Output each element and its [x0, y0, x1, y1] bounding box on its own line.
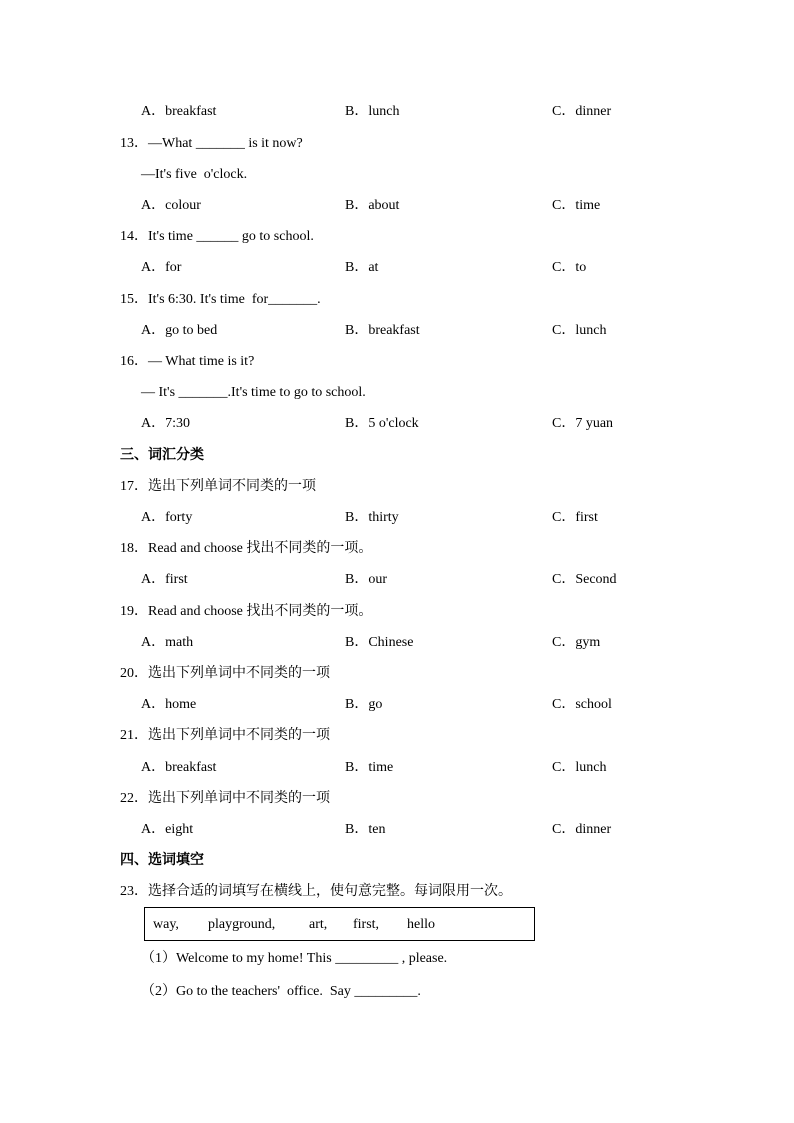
question-16-stem: 16．— What time is it? — [120, 354, 255, 369]
q17-option-a[interactable]: A．forty — [141, 510, 193, 525]
q18-option-b[interactable]: B．our — [345, 572, 387, 587]
question-21-stem: 21．选出下列单词中不同类的一项 — [120, 728, 330, 743]
word-bank-item: art, — [309, 917, 328, 932]
q17-option-c[interactable]: C．first — [552, 510, 598, 525]
q13-option-a[interactable]: A．colour — [141, 198, 201, 213]
q22-option-b[interactable]: B．ten — [345, 822, 386, 837]
question-13-sub: —It's five o'clock. — [141, 167, 248, 182]
word-bank-box — [144, 907, 535, 941]
word-bank-item: hello — [407, 917, 435, 932]
word-bank-item: playground, — [208, 917, 276, 932]
question-18-stem: 18．Read and choose 找出不同类的一项。 — [120, 541, 373, 556]
question-16-sub: — It's _______.It's time to go to school. — [141, 385, 366, 400]
q14-option-c[interactable]: C．to — [552, 260, 587, 275]
q16-option-b[interactable]: B．5 o'clock — [345, 416, 419, 431]
question-19-stem: 19．Read and choose 找出不同类的一项。 — [120, 604, 373, 619]
q15-option-c[interactable]: C．lunch — [552, 323, 607, 338]
q16-option-c[interactable]: C．7 yuan — [552, 416, 614, 431]
q22-option-a[interactable]: A．eight — [141, 822, 194, 837]
q14-option-b[interactable]: B．at — [345, 260, 379, 275]
word-bank-item: way, — [153, 917, 179, 932]
q19-option-a[interactable]: A．math — [141, 635, 194, 650]
q21-option-b[interactable]: B．time — [345, 760, 394, 775]
q21-option-a[interactable]: A．breakfast — [141, 760, 217, 775]
q20-option-c[interactable]: C．school — [552, 697, 612, 712]
q14-option-a[interactable]: A．for — [141, 260, 182, 275]
question-14-stem: 14．It's time ______ go to school. — [120, 229, 314, 244]
question-15-stem: 15．It's 6:30. It's time for_______. — [120, 292, 321, 307]
option-a[interactable]: A．breakfast — [141, 104, 217, 119]
q20-option-a[interactable]: A．home — [141, 697, 197, 712]
q18-option-c[interactable]: C．Second — [552, 572, 617, 587]
q21-option-c[interactable]: C．lunch — [552, 760, 607, 775]
section-4-title: 四、选词填空 — [120, 852, 204, 868]
question-23-stem: 23．选择合适的词填写在横线上，使句意完整。每词限用一次。 — [120, 884, 512, 899]
q18-option-a[interactable]: A．first — [141, 572, 188, 587]
option-c[interactable]: C．dinner — [552, 104, 612, 119]
q13-option-b[interactable]: B．about — [345, 198, 400, 213]
fill-item-1[interactable]: （1）Welcome to my home! This _________ , please. — [141, 951, 448, 966]
q20-option-b[interactable]: B．go — [345, 697, 383, 712]
fill-item-2[interactable]: （2）Go to the teachers' office. Say _________. — [141, 984, 421, 999]
question-17-stem: 17．选出下列单词不同类的一项 — [120, 479, 316, 494]
q17-option-b[interactable]: B．thirty — [345, 510, 399, 525]
q19-option-c[interactable]: C．gym — [552, 635, 601, 650]
word-bank-item: first, — [353, 917, 380, 932]
q19-option-b[interactable]: B．Chinese — [345, 635, 414, 650]
question-20-stem: 20．选出下列单词中不同类的一项 — [120, 666, 330, 681]
question-22-stem: 22．选出下列单词中不同类的一项 — [120, 791, 330, 806]
q13-option-c[interactable]: C．time — [552, 198, 601, 213]
q15-option-b[interactable]: B．breakfast — [345, 323, 420, 338]
option-b[interactable]: B．lunch — [345, 104, 400, 119]
q22-option-c[interactable]: C．dinner — [552, 822, 612, 837]
q16-option-a[interactable]: A．7:30 — [141, 416, 190, 431]
q15-option-a[interactable]: A．go to bed — [141, 323, 218, 338]
section-3-title: 三、词汇分类 — [120, 447, 204, 463]
question-13-stem: 13．—What _______ is it now? — [120, 136, 303, 151]
